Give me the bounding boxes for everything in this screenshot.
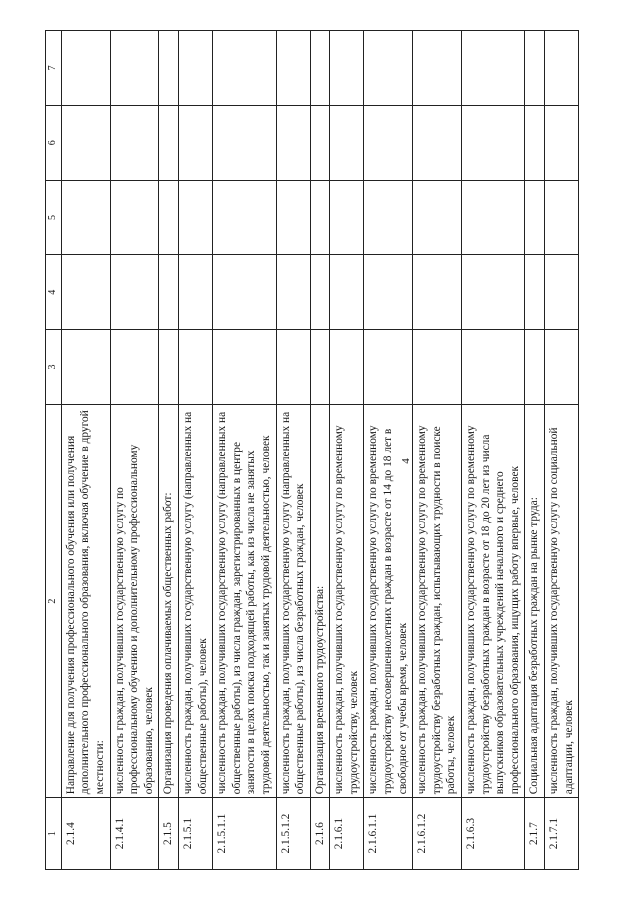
cell-col-5	[413, 180, 462, 255]
row-code: 2.1.5.1.2	[276, 798, 310, 870]
header-col-3: 3	[46, 330, 62, 405]
cell-col-7	[159, 31, 179, 106]
table-row	[159, 31, 179, 870]
cell-col-7	[462, 31, 525, 106]
cell-col-7	[413, 31, 462, 106]
cell-col-5	[330, 180, 364, 255]
cell-col-4	[178, 255, 212, 330]
cell-col-7	[364, 31, 413, 106]
table-row	[330, 31, 364, 870]
cell-col-6	[462, 105, 525, 180]
cell-col-6	[545, 105, 579, 180]
header-col-1: 1	[46, 798, 62, 870]
header-col-5: 5	[46, 180, 62, 255]
cell-col-5	[525, 180, 545, 255]
cell-col-3	[545, 330, 579, 405]
cell-col-5	[159, 180, 179, 255]
cell-col-6	[330, 105, 364, 180]
cell-col-4	[276, 255, 310, 330]
cell-col-6	[178, 105, 212, 180]
cell-col-3	[110, 330, 159, 405]
header-col-6: 6	[46, 105, 62, 180]
cell-col-4	[413, 255, 462, 330]
table-row	[413, 31, 462, 870]
row-code: 2.1.6.3	[462, 798, 525, 870]
cell-col-7	[545, 31, 579, 106]
row-code: 2.1.6	[310, 798, 330, 870]
row-text: Организация временного трудоустройства:	[310, 404, 330, 797]
cell-col-6	[364, 105, 413, 180]
row-code: 2.1.7.1	[545, 798, 579, 870]
cell-col-5	[462, 180, 525, 255]
rotated-table-container	[45, 30, 595, 870]
header-col-7: 7	[46, 31, 62, 106]
cell-col-5	[178, 180, 212, 255]
cell-col-5	[545, 180, 579, 255]
cell-col-4	[364, 255, 413, 330]
cell-col-6	[213, 105, 276, 180]
cell-col-6	[413, 105, 462, 180]
table-row	[545, 31, 579, 870]
cell-col-4	[110, 255, 159, 330]
cell-col-4	[545, 255, 579, 330]
table-row	[178, 31, 212, 870]
cell-col-5	[364, 180, 413, 255]
cell-col-7	[330, 31, 364, 106]
cell-col-7	[276, 31, 310, 106]
indicators-table	[45, 30, 579, 870]
cell-col-3	[159, 330, 179, 405]
cell-col-3	[413, 330, 462, 405]
row-text: Направление для получения профессионального обучения или получения дополнительного профессионального образования, включая обучение в другой местности:	[61, 404, 110, 797]
cell-col-5	[61, 180, 110, 255]
cell-col-3	[525, 330, 545, 405]
row-text: численность граждан, получивших государственную услугу по профессиональному обучению и дополнительному профессиональному образованию, человек	[110, 404, 159, 797]
row-text: численность граждан, получивших государственную услугу по временному трудоустройству безработных граждан в возрасте от 18 до 20 лет из числа выпускников образовательных учреждений начального и среднего профессионального образования, ищущих работу впервые, человек	[462, 404, 525, 797]
row-text: численность граждан, получивших государственную услугу по временному трудоустройству несовершеннолетних граждан в возрасте от 14 до 18 лет в свободное от учебы время, человек	[364, 404, 413, 797]
cell-col-6	[110, 105, 159, 180]
table-row	[525, 31, 545, 870]
table-row	[110, 31, 159, 870]
row-text: Социальная адаптация безработных граждан на рынке труда:	[525, 404, 545, 797]
cell-col-7	[525, 31, 545, 106]
cell-col-7	[213, 31, 276, 106]
cell-col-7	[178, 31, 212, 106]
cell-col-4	[61, 255, 110, 330]
header-col-2: 2	[46, 404, 62, 797]
cell-col-3	[178, 330, 212, 405]
cell-col-5	[276, 180, 310, 255]
cell-col-6	[61, 105, 110, 180]
row-code: 2.1.6.1	[330, 798, 364, 870]
table-row	[364, 31, 413, 870]
row-code: 2.1.4.1	[110, 798, 159, 870]
row-text: численность граждан, получивших государственную услугу (направленных на общественные работы), из числа граждан, зарегистрированных в центре занятости в целях поиска подходящей работы, как из числа не занятых трудовой деятельностью, так и занятых трудовой деятельностью, человек	[213, 404, 276, 797]
cell-col-7	[61, 31, 110, 106]
row-text: численность граждан, получивших государственную услугу по социальной адаптации, человек	[545, 404, 579, 797]
cell-col-6	[159, 105, 179, 180]
header-col-4: 4	[46, 255, 62, 330]
row-code: 2.1.5	[159, 798, 179, 870]
cell-col-5	[310, 180, 330, 255]
cell-col-4	[159, 255, 179, 330]
cell-col-3	[61, 330, 110, 405]
cell-col-4	[525, 255, 545, 330]
row-code: 2.1.6.1.2	[413, 798, 462, 870]
page-number: 4	[399, 458, 412, 464]
cell-col-6	[276, 105, 310, 180]
cell-col-5	[110, 180, 159, 255]
cell-col-6	[310, 105, 330, 180]
row-text: численность граждан, получивших государственную услугу по временному трудоустройству, человек	[330, 404, 364, 797]
row-code: 2.1.4	[61, 798, 110, 870]
table-row	[310, 31, 330, 870]
table-row	[213, 31, 276, 870]
table-row	[462, 31, 525, 870]
cell-col-6	[525, 105, 545, 180]
row-code: 2.1.5.1.1	[213, 798, 276, 870]
cell-col-4	[330, 255, 364, 330]
row-code: 2.1.5.1	[178, 798, 212, 870]
cell-col-5	[213, 180, 276, 255]
cell-col-3	[276, 330, 310, 405]
cell-col-4	[462, 255, 525, 330]
cell-col-3	[462, 330, 525, 405]
row-code: 2.1.6.1.1	[364, 798, 413, 870]
cell-col-3	[364, 330, 413, 405]
cell-col-4	[310, 255, 330, 330]
table-row	[61, 31, 110, 870]
row-text: численность граждан, получивших государственную услугу по временному трудоустройству безработных граждан, испытывающих трудности в поиске работы, человек	[413, 404, 462, 797]
cell-col-4	[213, 255, 276, 330]
cell-col-3	[310, 330, 330, 405]
row-text: Организация проведения оплачиваемых общественных работ:	[159, 404, 179, 797]
cell-col-7	[110, 31, 159, 106]
row-code: 2.1.7	[525, 798, 545, 870]
table-row	[276, 31, 310, 870]
cell-col-3	[330, 330, 364, 405]
row-text: численность граждан, получивших государственную услугу (направленных на общественные работы), из числа безработных граждан, человек	[276, 404, 310, 797]
row-text: численность граждан, получивших государственную услугу (направленных на общественные работы), человек	[178, 404, 212, 797]
cell-col-7	[310, 31, 330, 106]
header-row	[46, 31, 62, 870]
cell-col-3	[213, 330, 276, 405]
